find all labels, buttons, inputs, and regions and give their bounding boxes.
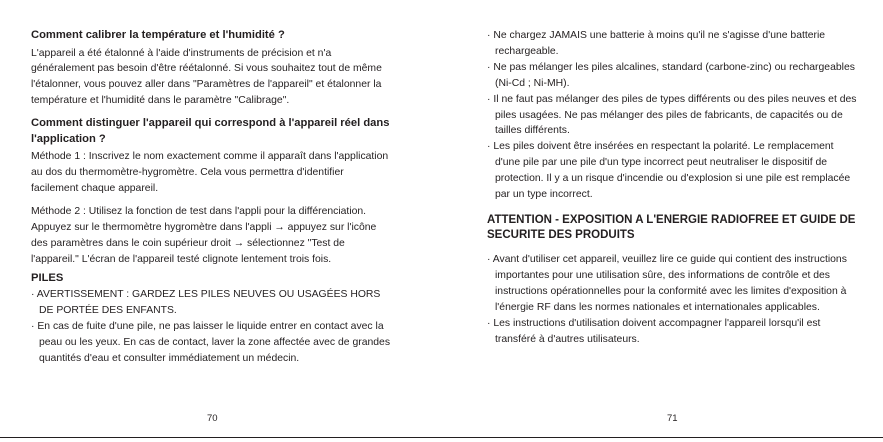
list-item: · Les instructions d'utilisation doivent accompagner l'appareil lorsqu'il est transféré à d'autres utilisateurs. [487, 317, 821, 345]
paragraph-method-2: Méthode 2 : Utilisez la fonction de test dans l'appli pour la différenciation. Appuyez sur le thermomètre hygromètre dans l'appli → appuyez sur l'icône des paramètres dans le coin supérieur droit → sélectionnez "Test de l'appareil." L'écran de l'appareil testé clignote lentement trois fois. [31, 205, 377, 265]
right-page-content [487, 28, 857, 347]
left-page-content [31, 28, 391, 367]
list-item: · En cas de fuite d'une pile, ne pas laisser le liquide entrer en contact avec la peau ou les yeux. En cas de contact, laver la zone affectée avec de grandes quantités d'eau et consulter immédiatement un médecin. [31, 320, 391, 364]
heading-batteries: PILES [31, 272, 64, 285]
page-number: 71 [667, 413, 678, 424]
heading-rf-exposure: ATTENTION - EXPOSITION A L'ENERGIE RADIOFREE ET GUIDE DE SECURITE DES PRODUITS [487, 213, 856, 242]
list-item: · Ne pas mélanger les piles alcalines, standard (carbone-zinc) ou rechargeables (Ni-Cd ; Ni-MH). [487, 61, 855, 89]
battery-list-right [487, 28, 857, 203]
list-item: · Les piles doivent être insérées en respectant la polarité. Le remplacement d'une pile par une pile d'un type incorrect peut neutraliser le dispositif de protection. Il y a un risque d'incendie ou d'explosion si une pile est remplacée par un type incorrect. [487, 141, 851, 201]
bottom-divider [0, 437, 883, 438]
list-item: · Ne chargez JAMAIS une batterie à moins qu'il ne s'agisse d'une batterie rechargeable. [487, 30, 826, 57]
paragraph-calibration: L'appareil a été étalonné à l'aide d'instruments de précision et n'a généralement pas besoin d'être réétalonné. Si vous souhaitez tout de même l'étalonner, vous pouvez aller dans "Paramètres de l'appareil" et étalonner la température et l'humidité dans le paramètre "Calibrage". [31, 47, 382, 107]
left-page [0, 0, 441, 442]
battery-list-left [31, 287, 391, 367]
heading-identify-device: Comment distinguer l'appareil qui correspond à l'appareil réel dans l'application ? [31, 117, 390, 145]
list-item: · Avant d'utiliser cet appareil, veuillez lire ce guide qui contient des instructions importantes pour une utilisation sûre, des informations de contrôle et des instructions opérationnelles pour la conformité avec les limites d'exposition à l'énergie RF dans les normes nationales et internationales applicables. [487, 253, 847, 313]
paragraph-method-1: Méthode 1 : Inscrivez le nom exactement comme il apparaît dans l'application au dos du thermomètre-hygromètre. Cela vous permettra d'identifier facilement chaque appareil. [31, 151, 389, 194]
list-item: · AVERTISSEMENT : GARDEZ LES PILES NEUVES OU USAGÉES HORS DE PORTÉE DES ENFANTS. [31, 288, 381, 316]
heading-calibration: Comment calibrer la température et l'humidité ? [31, 29, 285, 41]
page-number: 70 [207, 413, 218, 424]
safety-list [487, 252, 857, 347]
list-item: · Il ne faut pas mélanger des piles de types différents ou des piles neuves et des piles usagées. Ne pas mélanger des piles de fabricants, de capacités ou de tailles différents. [487, 93, 857, 137]
right-page [442, 0, 883, 442]
